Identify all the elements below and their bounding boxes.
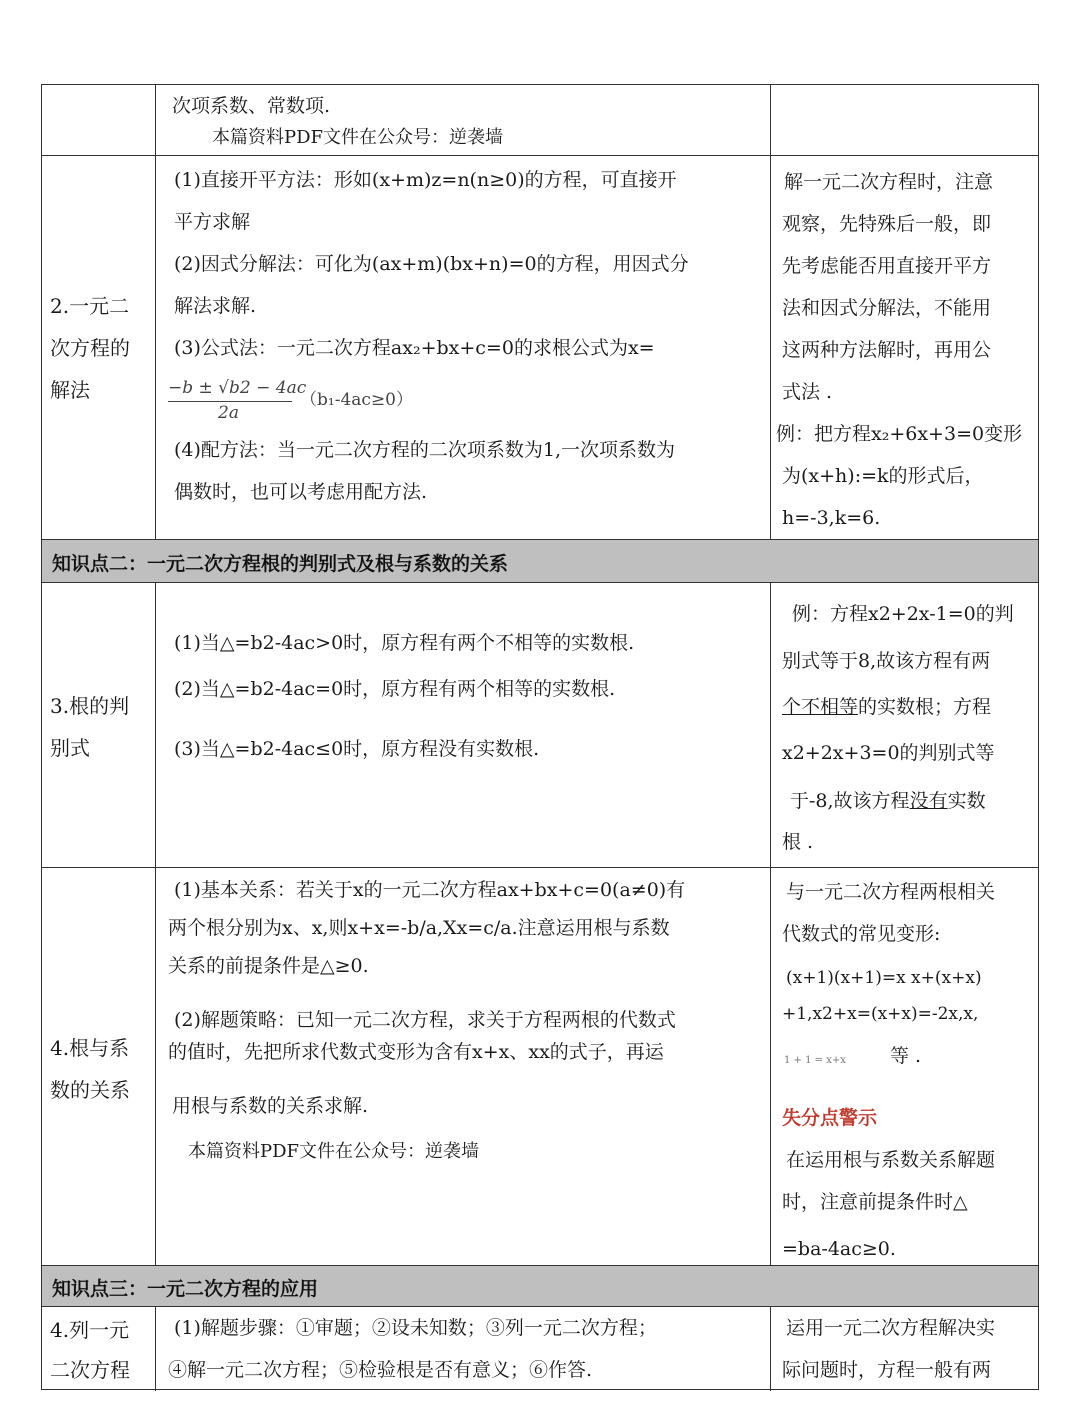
grid-line (770, 1306, 771, 1391)
row2-mid-line7: 偶数时，也可以考虑用配方法. (174, 481, 428, 503)
row3-right-line5-a: 于-8,故该方程 (790, 790, 910, 812)
row2-mid-line6: (4)配方法：当一元二次方程的二次项系数为1,一次项系数为 (174, 439, 676, 461)
grid-line (155, 582, 156, 1265)
row2-right-line7: 例：把方程x₂+6x+3=0变形 (776, 423, 1023, 445)
row2-mid-line2: 平方求解 (174, 211, 251, 233)
section-band-3 (42, 1266, 1038, 1306)
row3-right-line2: 别式等于8,故该方程有两 (782, 650, 991, 672)
row5-label-line1: 4.列一元 (50, 1318, 130, 1342)
grid-line (770, 582, 771, 1265)
row4-label-line2: 数的关系 (50, 1078, 130, 1102)
quadratic-formula (168, 375, 458, 431)
row3-right-line5-c: 实数 (947, 790, 986, 812)
row2-right-line2: 观察，先特殊后一般，即 (782, 213, 992, 235)
row4-mid-line6: 用根与系数的关系求解. (172, 1095, 369, 1117)
formula-denominator: 2a (218, 403, 239, 423)
grid-line (155, 1306, 156, 1391)
row3-mid-line2: (2)当△=b2-4ac=0时，原方程有两个相等的实数根. (174, 678, 616, 700)
underlined-none: 没有 (909, 790, 948, 812)
row3-right-line6: 根 . (782, 831, 814, 853)
row2-right-line8: 为(x+h):=k的形式后， (782, 465, 984, 487)
row5-right-line2: 际问题时，方程一般有两 (782, 1359, 992, 1381)
grid-line (42, 867, 1038, 868)
row5-mid-line2: ④解一元二次方程；⑤检验根是否有意义；⑥作答. (168, 1359, 593, 1381)
row4-label-line1: 4.根与系 (50, 1036, 130, 1060)
underlined-unequal: 个不相等 (782, 696, 859, 718)
formula-fraction-bar (168, 401, 292, 402)
row2-mid-line3: (2)因式分解法：可化为(ax+m)(bx+n)=0的方程，用因式分 (174, 253, 689, 275)
grid-line (42, 155, 1038, 156)
row3-right-line3 (782, 686, 991, 728)
row4-right-line2: 代数式的常见变形: (782, 923, 941, 945)
row4-right-fractions: 1 + 1 = x+x (784, 1055, 846, 1066)
section-title-3: 知识点三：一元二次方程的应用 (52, 1278, 319, 1300)
row3-label-line2: 别式 (50, 736, 90, 760)
row4-mid-line2: 两个根分别为x、x,则x+x=-b/a,Xx=c/a.注意运用根与系数 (168, 917, 670, 939)
row2-mid-line1: (1)直接开平方法：形如(x+m)z=n(n≥0)的方程，可直接开 (174, 169, 677, 191)
grid-line (42, 539, 1038, 540)
formula-numerator: −b ± √b2 − 4ac (168, 378, 307, 398)
row3-label-line1: 3.根的判 (50, 694, 130, 718)
row2-right-line6: 式法 . (782, 381, 833, 403)
row4-mid-line3: 关系的前提条件是△≥0. (168, 955, 369, 977)
row4-right-line3: (x+1)(x+1)=x x+(x+x) (786, 968, 982, 988)
row2-right-line5: 这两种方法解时，再用公 (782, 339, 992, 361)
row4-right-line8: =ba-4ac≥0. (782, 1238, 896, 1260)
row4-mid-line1: (1)基本关系：若关于x的一元二次方程ax+bx+c=0(a≠0)有 (174, 879, 686, 901)
row2-right-line1: 解一元二次方程时，注意 (784, 171, 994, 193)
row5-mid-line1: (1)解题步骤：①审题；②设未知数；③列一元二次方程； (174, 1317, 657, 1339)
row3-right-line3-rest: 的实数根；方程 (858, 696, 992, 718)
row2-label-line3: 解法 (50, 378, 90, 402)
section-band-2 (42, 540, 1038, 582)
row2-right-line9: h=-3,k=6. (782, 507, 881, 529)
row2-right-line4: 法和因式分解法，不能用 (782, 297, 992, 319)
row4-right-line6: 在运用根与系数关系解题 (786, 1149, 996, 1171)
row2-mid-line4: 解法求解. (174, 295, 257, 317)
row2-right-line3: 先考虑能否用直接开平方 (782, 255, 992, 277)
row4-right-line4: +1,x2+x=(x+x)=-2x,x, (782, 1004, 979, 1024)
row2-label-line2: 次方程的 (50, 336, 130, 360)
row3-mid-line1: (1)当△=b2-4ac>0时，原方程有两个不相等的实数根. (174, 632, 635, 654)
row4-mid-line4: (2)解题策略：已知一元二次方程，求关于方程两根的代数式 (174, 1009, 676, 1031)
grid-line (770, 85, 771, 539)
warning-heading: 失分点警示 (782, 1107, 878, 1129)
row4-mid-line5: 的值时，先把所求代数式变形为含有x+x、xx的式子，再运 (168, 1041, 664, 1063)
row3-right-line5 (790, 780, 986, 822)
row2-mid-line5: (3)公式法：一元二次方程ax₂+bx+c=0的求根公式为x= (174, 337, 655, 359)
row5-label-line2: 二次方程 (50, 1358, 130, 1382)
row2-label-line1: 2.一元二 (50, 294, 130, 318)
row4-right-line1: 与一元二次方程两根相关 (786, 881, 996, 903)
row3-right-line4: x2+2x+3=0的判别式等 (782, 742, 995, 764)
row5-right-line1: 运用一元二次方程解决实 (786, 1317, 996, 1339)
section-title-2: 知识点二：一元二次方程根的判别式及根与系数的关系 (52, 553, 509, 575)
knowledge-table (41, 84, 1039, 1390)
row3-right-line1: 例：方程x2+2x-1=0的判 (792, 603, 1014, 625)
row1-watermark: 本篇资料PDF文件在公众号：逆袭墙 (212, 127, 504, 148)
row4-right-line7: 时，注意前提条件时△ (782, 1191, 968, 1213)
row4-right-line5: 等 . (890, 1045, 922, 1067)
grid-line (42, 582, 1038, 583)
grid-line (155, 85, 156, 539)
formula-condition: （b₁-4ac≥0） (300, 390, 413, 410)
row3-mid-line3: (3)当△=b2-4ac≤0时，原方程没有实数根. (174, 738, 540, 760)
row1-mid-line1: 次项系数、常数项. (172, 95, 331, 117)
row4-watermark: 本篇资料PDF文件在公众号：逆袭墙 (188, 1141, 480, 1162)
